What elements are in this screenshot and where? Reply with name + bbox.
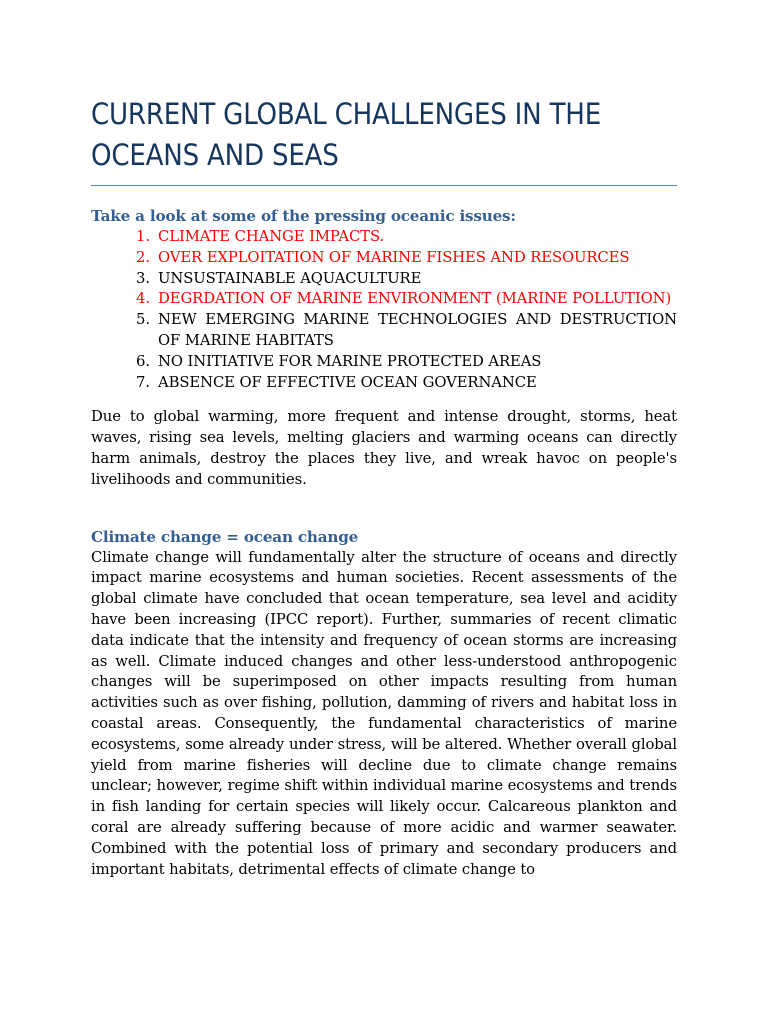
list-item bbox=[91, 269, 677, 290]
list-item-text: OVER EXPLOITATION OF MARINE FISHES AND RESOURCES bbox=[158, 248, 630, 266]
list-item-text: NEW EMERGING MARINE TECHNOLOGIES AND DESTRUCTION OF MARINE HABITATS bbox=[158, 311, 677, 349]
section-paragraph: Climate change will fundamentally alter the structure of oceans and directly impact marine ecosystems and human societies. Recent assessments of the global climate have concluded that ocean temperature, sea level and acidity have been increasing (IPCC report). Further, summaries of recent climatic data indicate that the intensity and frequency of ocean storms are increasing as well. Climate induced changes and other less-understood anthropogenic changes will be superimposed on other impacts resulting from human activities such as over fishing, pollution, damming of rivers and habitat loss in coastal areas. Consequently, the fundamental characteristics of marine ecosystems, some already under stress, will be altered. Whether overall global yield from marine fisheries will decline due to climate change remains unclear; however, regime shift within individual marine ecosystems and trends in fish landing for certain species will likely occur. Calcareous plankton and coral are already suffering because of more acidic and warmer seawater. Combined with the potential loss of primary and secondary producers and important habitats, detrimental effects of climate change to bbox=[91, 548, 677, 878]
issues-heading: Take a look at some of the pressing oceanic issues: bbox=[91, 207, 516, 225]
list-item-number: 4. bbox=[136, 290, 150, 308]
list-item bbox=[91, 352, 677, 373]
list-item-text: NO INITIATIVE FOR MARINE PROTECTED AREAS bbox=[158, 352, 542, 370]
list-item-number: 7. bbox=[136, 373, 150, 391]
list-item-number: 1. bbox=[136, 228, 150, 245]
section-heading: Climate change = ocean change bbox=[91, 527, 359, 546]
list-item-number: 3. bbox=[136, 269, 150, 287]
page-title: CURRENT GLOBAL CHALLENGES IN THE OCEANS AND SEAS bbox=[91, 97, 602, 172]
list-item-text: ABSENCE OF EFFECTIVE OCEAN GOVERNANCE bbox=[158, 373, 537, 391]
list-item-number: 2. bbox=[136, 248, 150, 266]
list-item-text: CLIMATE CHANGE IMPACTS. bbox=[158, 228, 385, 245]
list-item bbox=[91, 227, 677, 248]
list-item bbox=[91, 289, 677, 310]
list-item bbox=[91, 373, 677, 394]
title-divider bbox=[91, 185, 677, 186]
list-item-number: 6. bbox=[136, 352, 150, 370]
issues-list bbox=[91, 227, 677, 393]
list-item-text: UNSUSTAINABLE AQUACULTURE bbox=[158, 269, 422, 287]
list-item bbox=[91, 310, 677, 352]
list-item bbox=[91, 248, 677, 269]
list-item-text: DEGRDATION OF MARINE ENVIRONMENT (MARINE POLLUTION) bbox=[158, 290, 672, 308]
intro-paragraph: Due to global warming, more frequent and intense drought, storms, heat waves, rising sea levels, melting glaciers and warming oceans can directly harm animals, destroy the places they live, and wreak havoc on people's livelihoods and communities. bbox=[91, 408, 677, 488]
list-item-number: 5. bbox=[136, 311, 150, 329]
document-page bbox=[91, 94, 677, 880]
